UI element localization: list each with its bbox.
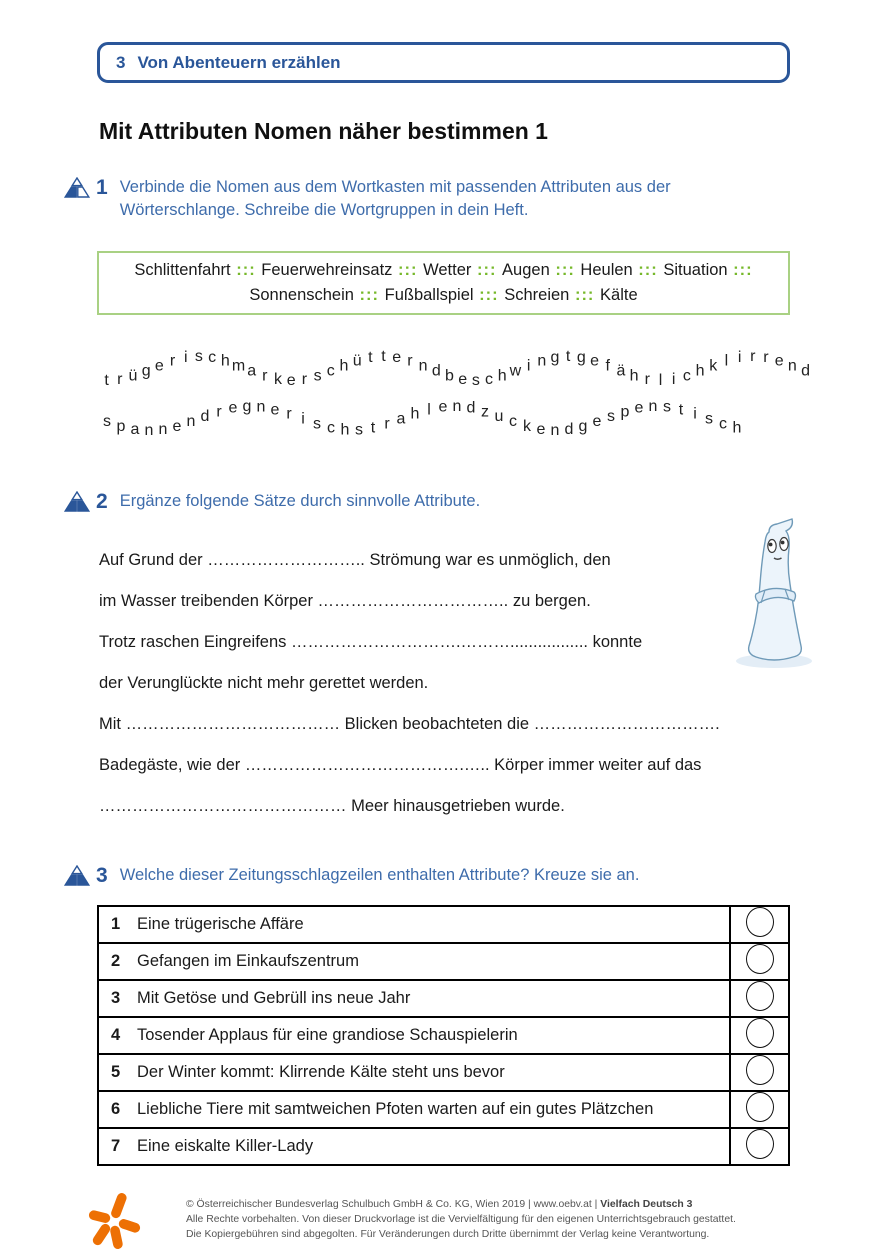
snake-letter: c (208, 349, 217, 367)
snake-letter: l (427, 401, 431, 419)
snake-letter: h (695, 362, 705, 380)
snake-letter: t (104, 372, 109, 389)
snake-letter: r (384, 415, 390, 433)
exercise-instruction: Welche dieser Zeitungsschlagzeilen enthalten Attribute? Kreuze sie an. (119, 866, 640, 884)
exercise-1-header (64, 176, 735, 222)
snake-letter: a (247, 362, 257, 380)
headline-table (97, 905, 790, 1166)
snake-letter: e (774, 352, 784, 370)
answer-cell (730, 1054, 789, 1091)
word-box-word: Situation (663, 261, 728, 279)
snake-letter: e (536, 420, 546, 438)
word-separator: ::: (230, 261, 262, 279)
answer-circle[interactable] (746, 907, 774, 937)
snake-letter: n (537, 352, 547, 370)
difficulty-icon (64, 490, 92, 512)
fill-in-sentence: Mit ………………………………… Blicken beobachteten die ……………………………. (99, 715, 720, 733)
snake-letter: d (466, 399, 476, 417)
snake-letter: d (564, 420, 574, 438)
unit-header-box (97, 42, 790, 83)
word-box-word: Augen (502, 261, 550, 279)
answer-circle[interactable] (746, 1018, 774, 1048)
word-box-word: Schlittenfahrt (134, 261, 231, 279)
headline-text: Mit Getöse und Gebrüll ins neue Jahr (134, 980, 730, 1017)
word-separator: ::: (471, 261, 503, 279)
snake-letter: r (301, 370, 308, 388)
headline-text: Gefangen im Einkaufszentrum (134, 943, 730, 980)
snake-letter: w (509, 362, 522, 380)
snake-letter: ü (128, 367, 138, 385)
headline-row (98, 1054, 789, 1091)
headline-number: 4 (98, 1017, 134, 1054)
word-box-word: Schreien (504, 286, 570, 304)
headline-number: 6 (98, 1091, 134, 1128)
snake-letter: n (158, 420, 168, 438)
snake-letter: s (313, 415, 321, 433)
snake-letter: e (286, 372, 296, 389)
snake-letter: e (634, 399, 644, 417)
headline-row (98, 1128, 789, 1165)
word-separator: ::: (353, 286, 385, 304)
snake-letter: i (526, 357, 531, 375)
snake-letter: c (327, 419, 335, 437)
snake-letter: r (750, 348, 756, 365)
snake-letter: r (216, 403, 222, 421)
snake-letter: n (256, 398, 266, 416)
snake-letter: s (663, 398, 671, 416)
fill-in-sentence: ……………………………………… Meer hinausgetrieben wurde. (99, 797, 565, 815)
word-box-word: Heulen (580, 261, 633, 279)
snake-letter: ä (616, 362, 626, 380)
snake-letter: s (607, 408, 615, 426)
footer-line-2: Alle Rechte vorbehalten. Von dieser Druckvorlage ist die Vervielfältigung für den eigenen Unterrichtsgebrauch gestattet. (186, 1214, 736, 1225)
snake-letter: h (339, 357, 349, 375)
snake-letter: i (693, 405, 697, 423)
snake-letter: s (471, 372, 480, 389)
snake-letter: c (682, 367, 691, 385)
snake-letter: d (200, 408, 210, 426)
answer-cell (730, 1128, 789, 1165)
word-separator: ::: (727, 261, 753, 279)
snake-letter: s (103, 413, 111, 431)
unit-title: Von Abenteuern erzählen (137, 52, 341, 72)
snake-letter: r (644, 370, 650, 388)
snake-letter: t (565, 348, 571, 365)
snake-letter: e (438, 398, 448, 416)
headline-table-body (98, 906, 789, 1165)
headline-text: Der Winter kommt: Klirrende Kälte steht uns bevor (134, 1054, 730, 1091)
snake-letter: i (183, 349, 188, 367)
snake-letter: e (228, 399, 238, 417)
word-separator: ::: (392, 261, 424, 279)
headline-number: 3 (98, 980, 134, 1017)
snake-letter: s (194, 348, 203, 365)
snake-letter: h (410, 405, 420, 423)
snake-letter: c (509, 413, 517, 431)
answer-circle[interactable] (746, 1129, 774, 1159)
snake-letter: g (141, 362, 151, 380)
headline-number: 7 (98, 1128, 134, 1165)
oebv-logo-icon (88, 1192, 142, 1255)
snake-letter: s (313, 367, 322, 385)
headline-number: 2 (98, 943, 134, 980)
answer-circle[interactable] (746, 944, 774, 974)
word-box-word: Feuerwehreinsatz (261, 261, 393, 279)
snake-letter: c (485, 370, 494, 388)
word-box-word: Kälte (600, 286, 638, 304)
snake-letter: g (242, 398, 252, 416)
headline-number: 5 (98, 1054, 134, 1091)
snake-letter: f (605, 357, 610, 375)
answer-cell (730, 906, 789, 943)
page-title: Mit Attributen Nomen näher bestimmen 1 (99, 118, 548, 144)
snake-letter: s (355, 421, 363, 439)
exercise-2-header (64, 490, 480, 514)
snake-letter: n (550, 422, 560, 439)
snake-letter: a (130, 420, 140, 438)
snake-letter: n (186, 413, 196, 431)
fill-in-sentence: Auf Grund der ……………………….. Strömung war es unmöglich, den (99, 551, 611, 569)
word-separator: ::: (569, 286, 601, 304)
exercise-instruction: Verbinde die Nomen aus dem Wortkasten mit passenden Attributen aus der Wörterschlange. Schreibe die Wortgruppen in dein Heft. (119, 178, 671, 219)
snake-letter: ü (352, 352, 362, 370)
snake-letter: c (326, 362, 335, 380)
snake-letter: d (801, 362, 810, 380)
snake-letter: e (270, 401, 280, 419)
answer-cell (730, 980, 789, 1017)
snake-letter: h (340, 421, 350, 439)
snake-letter: g (578, 417, 588, 435)
snake-letter: r (117, 370, 123, 388)
snake-letter: e (458, 370, 468, 388)
word-separator: ::: (473, 286, 505, 304)
snake-letter: t (370, 419, 376, 437)
snake-letter: n (787, 357, 797, 375)
snake-letter: n (648, 398, 658, 416)
exercise-number: 3 (96, 864, 108, 887)
word-box (97, 251, 790, 315)
snake-letter: t (381, 348, 386, 365)
unit-number: 3 (116, 52, 126, 72)
answer-cell (730, 1017, 789, 1054)
headline-row (98, 906, 789, 943)
word-separator: ::: (632, 261, 664, 279)
fill-in-sentence: der Verunglückte nicht mehr gerettet werden. (99, 674, 429, 692)
footer-line-1: © Österreichischer Bundesverlag Schulbuch GmbH & Co. KG, Wien 2019 | www.oebv.at | Vielfach Deutsch 3 (186, 1199, 693, 1210)
exercise-number: 1 (96, 176, 108, 199)
snake-letter: h (497, 367, 507, 385)
snake-letter: z (481, 403, 489, 421)
snake-letter: i (737, 349, 742, 367)
snake-letter: p (116, 417, 126, 435)
snake-letter: e (392, 349, 402, 367)
snake-letter: r (169, 352, 176, 370)
difficulty-icon (64, 176, 92, 198)
headline-text: Tosender Applaus für eine grandiose Schauspielerin (134, 1017, 730, 1054)
snake-letter: r (407, 352, 413, 370)
headline-text: Eine trügerische Affäre (134, 906, 730, 943)
headline-row (98, 1017, 789, 1054)
word-box-word: Sonnenschein (249, 286, 354, 304)
snake-letter: r (763, 349, 769, 367)
fill-in-sentences (99, 540, 799, 827)
headline-row (98, 943, 789, 980)
fill-in-sentence: im Wasser treibenden Körper …………………………….. zu bergen. (99, 592, 591, 610)
word-box-word: Fußballspiel (384, 286, 474, 304)
fill-in-sentence: Trotz raschen Eingreifens ………………………….………................. konnte (99, 633, 643, 651)
word-box-word: Wetter (423, 261, 472, 279)
footer-line-3: Die Kopiergebühren sind abgegolten. Für Veränderungen durch Dritte übernimmt der Verlag keine Verantwortung. (186, 1229, 710, 1240)
snake-letter: e (154, 357, 164, 375)
snake-letter: n (144, 422, 154, 439)
snake-letter: m (231, 357, 246, 375)
difficulty-icon (64, 864, 92, 886)
footer-copyright (186, 1197, 806, 1242)
snake-letter: d (431, 362, 441, 380)
snake-letter: k (709, 357, 718, 375)
snake-letter: u (494, 408, 504, 426)
snake-letter: s (705, 410, 713, 428)
snake-letter: k (523, 417, 531, 435)
word-separator: ::: (549, 261, 581, 279)
snake-letter: n (452, 398, 462, 416)
snake-letter: l (658, 372, 663, 389)
snake-letter: g (550, 349, 560, 367)
fill-in-sentence: Badegäste, wie der ………………………………….….. Körper immer weiter auf das (99, 756, 702, 774)
headline-text: Liebliche Tiere mit samtweichen Pfoten warten auf ein gutes Plätzchen (134, 1091, 730, 1128)
snake-letter: k (274, 370, 283, 388)
snake-letter: c (719, 415, 727, 433)
word-snake-line-2 (100, 398, 744, 439)
snake-letter: n (418, 357, 428, 375)
snake-letter: t (368, 349, 373, 367)
exercise-instruction: Ergänze folgende Sätze durch sinnvolle Attribute. (119, 492, 481, 510)
snake-letter: h (220, 352, 230, 370)
word-snake-line-1 (100, 348, 812, 389)
headline-row (98, 1091, 789, 1128)
snake-letter: g (576, 349, 586, 367)
snake-letter: t (678, 401, 684, 419)
headline-text: Eine eiskalte Killer-Lady (134, 1128, 730, 1165)
answer-cell (730, 943, 789, 980)
snake-letter: h (629, 367, 639, 385)
headline-row (98, 980, 789, 1017)
snake-letter: a (396, 410, 406, 428)
ghost-illustration (732, 518, 816, 675)
snake-letter: h (732, 419, 742, 437)
answer-cell (730, 1091, 789, 1128)
answer-circle[interactable] (746, 981, 774, 1011)
headline-number: 1 (98, 906, 134, 943)
answer-circle[interactable] (746, 1055, 774, 1085)
snake-letter: r (286, 405, 292, 423)
answer-circle[interactable] (746, 1092, 774, 1122)
snake-letter: p (620, 403, 630, 421)
snake-letter: e (590, 352, 599, 370)
snake-letter: b (445, 367, 454, 385)
snake-letter: r (262, 367, 268, 385)
snake-letter: i (301, 410, 305, 428)
snake-letter: i (671, 370, 676, 388)
snake-letter: e (592, 413, 602, 431)
snake-letter: l (724, 352, 729, 370)
snake-letter: e (172, 417, 182, 435)
exercise-number: 2 (96, 490, 108, 513)
exercise-3-header (64, 864, 639, 888)
